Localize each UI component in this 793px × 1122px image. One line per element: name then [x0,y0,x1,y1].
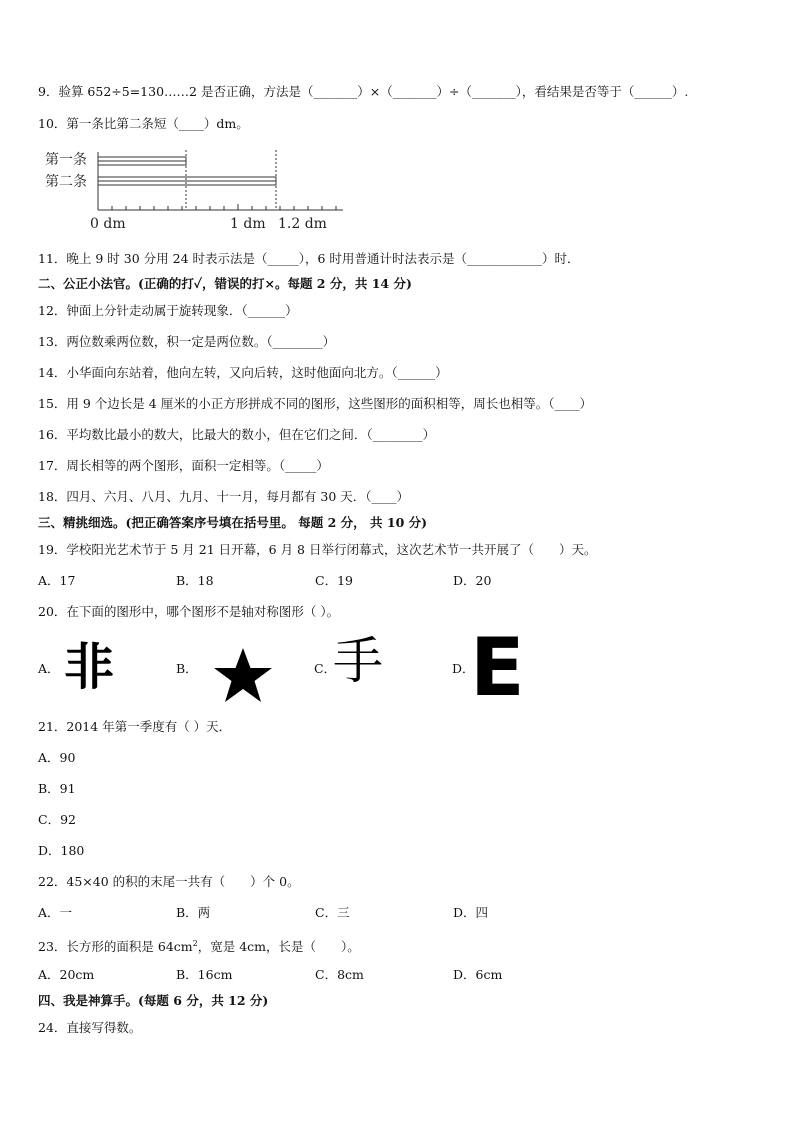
option-d: D．四 [453,905,489,920]
option-b: B．两 [176,905,211,920]
q21-option-c: C．92 [38,812,76,827]
question-24: 24．直接写得数。 [38,1020,142,1035]
option-a: A．20cm [38,967,95,982]
question-23-text-end: ，宽是 4cm，长是（ ）。 [197,939,360,955]
question-14: 14．小华面向东站着，他向左转，又向后转，这时他面向北方。（______） [38,365,448,380]
question-20: 20．在下面的图形中，哪个图形不是轴对称图形（ ）。 [38,604,340,619]
question-18: 18．四月、六月、八月、九月、十一月，每月都有 30 天．（____） [38,489,410,504]
q20-label-c: C． [314,661,337,676]
option-d: D．20 [453,573,492,588]
q20-label-d: D． [452,661,475,676]
star-icon [212,646,274,704]
option-d: D．6cm [453,967,503,982]
section-2-heading: 二、公正小法官。(正确的打✓，错误的打×。每题 2 分，共 14 分) [38,276,412,291]
question-22-options [38,905,738,921]
question-17: 17．周长相等的两个图形，面积一定相等。（_____） [38,458,329,473]
section-4-heading: 四、我是神算手。(每题 6 分，共 12 分) [38,993,269,1008]
section-3-heading: 三、精挑细选。(把正确答案序号填在括号里。 每题 2 分， 共 10 分) [38,515,428,530]
option-a: A．17 [38,573,76,588]
tick-label-0: 0 dm [90,216,126,232]
question-21: 21．2014 年第一季度有（ ）天． [38,719,232,734]
question-16: 16．平均数比最小的数大，比最大的数小，但在它们之间．（________） [38,427,436,442]
question-23-text: 23．长方形的面积是 64cm [38,939,193,955]
option-a: A．一 [38,905,73,920]
question-23-options [38,967,738,983]
option-c: C．19 [315,573,353,588]
tick-label-1-2: 1.2 dm [278,216,327,232]
option-c: C．三 [315,905,350,920]
letter-e-figure: E [470,621,525,714]
question-19: 19．学校阳光艺术节于 5 月 21 日开幕，6 月 8 日举行闭幕式，这次艺术节一共开展了（ ）天。 [38,542,597,557]
label-first-line: 第一条 [45,152,87,168]
option-b: B．18 [176,573,214,588]
question-9: 9．验算 652÷5=130……2 是否正确，方法是（_______）×（_______）÷（_______），看结果是否等于（______）. [38,84,689,99]
question-11: 11．晚上 9 时 30 分用 24 时表示法是（_____），6 时用普通计时法表示是（____________）时． [38,251,580,266]
q20-label-b: B． [176,661,198,676]
question-22: 22．45×40 的积的末尾一共有（ ）个 0。 [38,874,300,889]
question-12: 12．钟面上分针走动属于旋转现象．（______） [38,303,298,318]
label-second-line: 第二条 [45,174,87,190]
option-c: C．8cm [315,967,364,982]
option-b: B．16cm [176,967,233,982]
q20-label-a: A． [38,661,60,676]
question-15: 15．用 9 个边长是 4 厘米的小正方形拼成不同的图形，这些图形的面积相等，周长也相等。（____） [38,396,592,411]
ruler-ticks [98,204,336,210]
line-comparison-figure [40,148,350,233]
question-10: 10．第一条比第二条短（____）dm。 [38,116,249,131]
question-13: 13．两位数乘两位数，积一定是两位数。（________） [38,334,336,349]
q21-option-d: D．180 [38,843,85,858]
question-19-options [38,573,738,589]
question-23 [38,936,360,955]
q21-option-b: B．91 [38,781,76,796]
squared-superscript: 2 [192,939,198,948]
tick-label-1: 1 dm [230,216,266,232]
q21-option-a: A．90 [38,750,76,765]
shou-character-figure: 手 [333,632,383,690]
fei-character-figure: 非 [64,638,114,696]
